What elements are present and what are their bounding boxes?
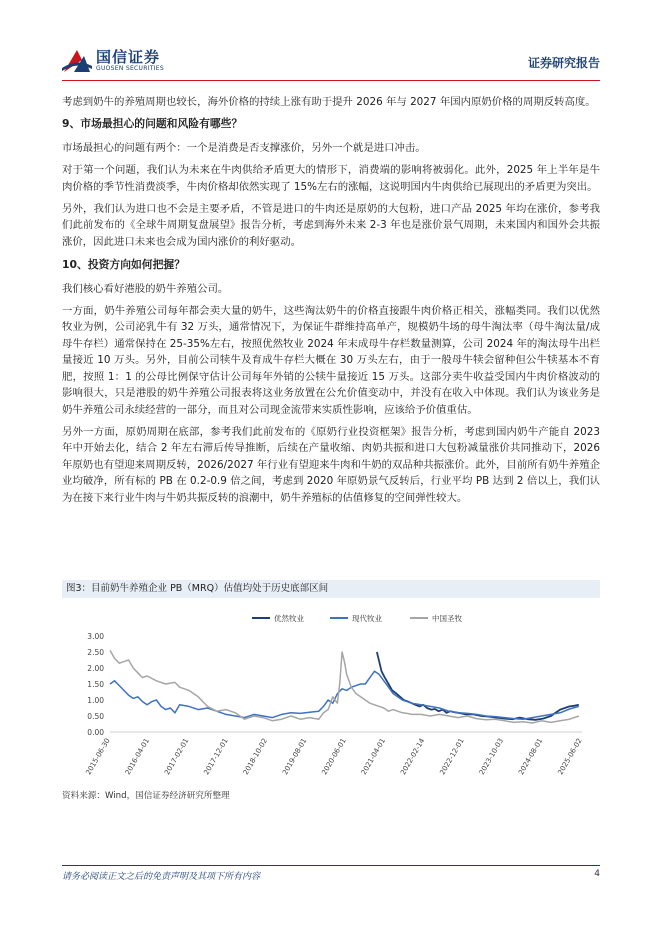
- header-divider: [62, 80, 600, 81]
- section-heading-10: 10、投资方向如何把握？: [62, 258, 185, 272]
- footer-divider: [62, 865, 600, 866]
- page-number: 4: [594, 869, 600, 879]
- paragraph-5: 我们核心看好港股的奶牛养殖公司。: [62, 282, 229, 295]
- x-tick-label: 2022-02-14: [399, 737, 427, 777]
- y-tick-label: 1.50: [87, 680, 104, 689]
- main-content: [62, 94, 600, 506]
- figure-3: [62, 580, 600, 801]
- x-tick-label: 2020-06-01: [320, 737, 348, 777]
- y-tick-label: 2.00: [87, 664, 104, 673]
- series-line: [110, 650, 579, 723]
- y-tick-label: 1.00: [87, 696, 104, 705]
- legend-label: 优然牧业: [274, 614, 304, 623]
- x-tick-label: 2017-12-01: [202, 737, 230, 777]
- x-tick-label: 2019-08-01: [281, 737, 309, 777]
- paragraph-6: 一方面，奶牛养殖公司每年都会卖大量的奶牛，这些淘汰奶牛的价格直接跟牛肉价格正相关，涨幅类同。我们以优然牧业为例，公司泌乳牛有 32 万头，通常情况下，为保证牛群维持高单产，规模奶牛场的母牛淘汰率（母牛淘汰量/成母牛存栏）通常保持在 25-35%左右，按照优然牧业 2024 年末成母牛存栏数量测算，公司 2024 年的淘汰母牛出栏量接近 10 万头。另外，目前公司犊牛及育成牛存栏大概在 30 万头左右，由于一般母牛犊会留种但公牛犊基本不育肥，按照 1：1 的公母比例保守估计公司每年外销的公犊牛量接近 15 万头。这部分卖牛收益受国内牛肉价格波动的影响很大，只是港股的奶牛养殖公司报表将这业务放置在公允价值变动中，并没有在收入中体现。我们认为该业务是奶牛养殖公司永续经营的一部分，而且对公司现金流带来实质性影响，应该给予价值重估。: [62, 305, 600, 416]
- figure-caption: 图3：目前奶牛养殖企业 PB（MRQ）估值均处于历史底部区间: [62, 580, 600, 598]
- footer-disclaimer: 请务必阅读正文之后的免责声明及其项下所有内容: [62, 872, 261, 882]
- paragraph-4: 另外，我们认为进口也不会是主要矛盾，不管是进口的牛肉还是原奶的大包粉，进口产品 2025 年均在涨价，参考我们此前发布的《全球牛周期复盘展望》报告分析，考虑到海外未来 2-3 年也是涨价景气周期，未来国内和国外会共振涨价，因此进口未来也会成为国内涨价的利好驱动。: [62, 203, 600, 248]
- series-line: [377, 652, 579, 720]
- logo-cn-text: 国信证券: [96, 48, 161, 66]
- section-heading-9: 9、市场最担心的问题和风险有哪些？: [62, 117, 243, 131]
- y-tick-label: 0.50: [87, 712, 104, 721]
- x-tick-label: 2016-04-01: [123, 737, 152, 777]
- y-tick-label: 3.00: [87, 632, 104, 641]
- x-tick-label: 2024-08-01: [517, 737, 545, 777]
- pb-line-chart: [62, 600, 600, 788]
- paragraph-1: 考虑到奶牛的养殖周期也较长，海外价格的持续上涨有助于提升 2026 年与 2027 年国内原奶价格的周期反转高度。: [62, 96, 596, 108]
- guosen-logo: [62, 44, 202, 78]
- figure-source: 资料来源：Wind，国信证券经济研究所整理: [62, 791, 230, 801]
- series-line: [110, 671, 579, 719]
- y-tick-label: 0.00: [87, 728, 104, 737]
- y-tick-label: 2.50: [87, 648, 104, 657]
- paragraph-7: 另外一方面，原奶周期在底部，参考我们此前发布的《原奶行业投资框架》报告分析，考虑到国内奶牛产能自 2023 年中开始去化，结合 2 年左右滞后传导推断，后续在产量收缩、肉奶共振和进口大包粉减量涨价共同推动下，2026 年原奶也有望迎来周期反转，2026/2027 年行业有望迎来牛肉和牛奶的双品种共振涨价。此外，目前所有奶牛养殖企业均破净，所有标的 PB 在 0.2-0.9 倍之间，考虑到 2020 年原奶景气反转后，行业平均 PB 达到 2 倍以上，我们认为在接下来行业牛肉与牛奶共振反转的浪潮中，奶牛养殖标的估值修复的空间弹性较大。: [62, 425, 600, 504]
- legend-label: 现代牧业: [352, 614, 382, 623]
- page-header: [62, 44, 600, 78]
- logo-en-text: GUOSEN SECURITIES: [96, 65, 165, 72]
- paragraph-3: 对于第一个问题，我们认为未来在牛肉供给矛盾更大的情形下，消费端的影响将被弱化。此外，2025 年上半年是牛肉价格的季节性消费淡季，牛肉价格却依然实现了 15%左右的涨幅，这说明国内牛肉供给已展现出的矛盾更为突出。: [62, 164, 600, 193]
- x-tick-label: 2021-04-01: [359, 737, 388, 777]
- x-tick-label: 2017-02-01: [163, 737, 191, 777]
- x-tick-label: 2018-10-02: [241, 737, 270, 777]
- x-tick-label: 2025-06-02: [556, 737, 584, 777]
- x-tick-label: 2015-06-30: [84, 737, 112, 777]
- paragraph-2: 市场最担心的问题有两个：一个是消费是否支撑涨价，另外一个就是进口冲击。: [62, 141, 426, 154]
- report-type-label: 证券研究报告: [527, 56, 600, 70]
- logo-mark-icon: [62, 46, 92, 74]
- legend-label: 中国圣牧: [432, 614, 462, 623]
- x-tick-label: 2023-10-03: [477, 737, 506, 777]
- x-tick-label: 2022-12-01: [438, 737, 466, 777]
